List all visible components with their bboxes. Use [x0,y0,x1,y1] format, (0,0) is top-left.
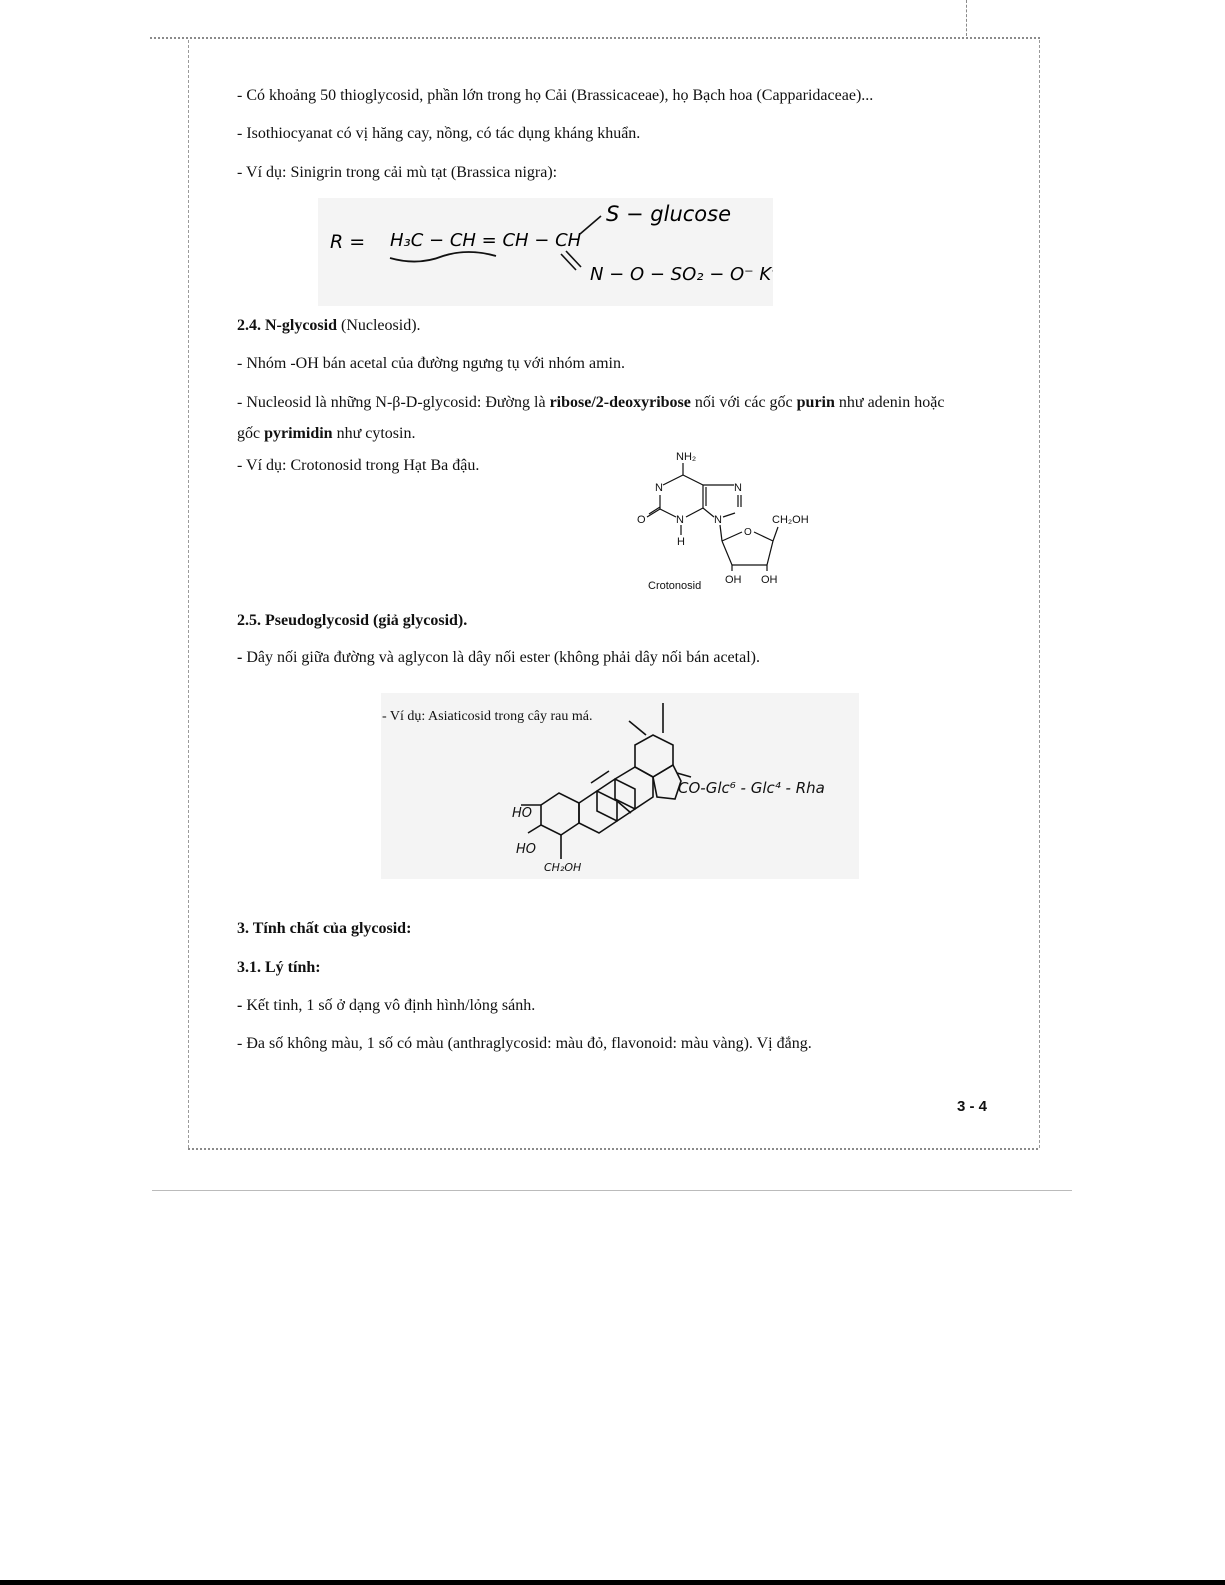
crotonosid-h: H [677,536,685,548]
sinigrin-chain: H₃C − CH = CH − CH [390,230,582,251]
heading-pseudoglycosid: 2.5. Pseudoglycosid (giả glycosid). [237,612,468,629]
line-crystal [237,996,535,1016]
page-bottom-border [188,1148,1038,1150]
crotonosid-n1: N [655,482,663,494]
page-separator [152,1190,1072,1191]
nucleosid-pyrimidin: pyrimidin [264,425,333,442]
crotonosid-ch2oh: CH₂OH [772,514,809,526]
sinigrin-double-bond-2 [566,251,581,267]
crystal-rest: Kết tinh, 1 số ở dạng vô định hình/lỏng sánh. [242,997,536,1014]
crystal-dash: - [237,997,243,1014]
line-sinigrin-example: - Ví dụ: Sinigrin trong cải mù tạt (Brassica nigra): [237,164,558,181]
sinigrin-underline [390,252,496,262]
crotonosid-structure [630,445,830,595]
nucleosid-part-c: nối với các gốc [690,394,797,411]
sinigrin-double-bond-1 [561,254,576,270]
asiaticosid-structure-svg [381,693,859,879]
ester-rest: Dây nối giữa đường và aglycon là dây nối ester (không phải dây nối bán acetal). [242,649,760,666]
crotonosid-n2: N [734,482,742,494]
nucleosid-purin: purin [796,394,835,411]
crotonosid-caption: Crotonosid [648,580,702,592]
asiaticosid-ho1: HO [512,806,533,821]
asiaticosid-ho2: HO [516,842,537,857]
crotonosid-o: O [637,514,646,526]
crotonosid-oh2: OH [761,574,778,586]
sinigrin-r: R = [330,231,366,253]
asiaticosid-ch2oh: CH₂OH [544,861,582,874]
page-number: 3 - 4 [957,1098,988,1115]
heading-n-glycosid-rest: (Nucleosid). [337,317,421,334]
crotonosid-n4: N [714,514,722,526]
heading-n-glycosid [237,316,421,336]
ester-dash: - [237,649,243,666]
nucleosid-ribose: ribose/2-deoxyribose [549,394,691,411]
line-crotonosid-example: - Ví dụ: Crotonosid trong Hạt Ba đậu. [237,457,480,474]
page-top-border [150,37,1040,39]
nucleosid-part-g: như cytosin. [332,425,416,442]
bottom-bar [0,1580,1225,1585]
line-ester-bond [237,648,760,668]
heading-n-glycosid-bold: 2.4. N-glycosid [237,317,337,334]
crotonosid-n3: N [676,514,684,526]
sinigrin-bottom-group: N − O − SO₂ − O⁻ K⁺ [590,264,773,285]
line-thioglycosid-count: - Có khoảng 50 thioglycosid, phần lớn trong họ Cải (Brassicaceae), họ Bạch hoa (Capparidaceae)... [237,87,874,104]
line-oh-acetal: - Nhóm -OH bán acetal của đường ngưng tụ với nhóm amin. [237,355,625,372]
asiaticosid-structure-image [381,693,859,879]
sinigrin-bond-up [580,216,601,234]
line-color-taste: - Đa số không màu, 1 số có màu (anthraglycosid: màu đỏ, flavonoid: màu vàng). Vị đắng. [237,1035,812,1052]
sinigrin-top-group: S − glucose [606,202,732,226]
heading-physical: 3.1. Lý tính: [237,959,321,976]
line-isothiocyanat: - Isothiocyanat có vị hăng cay, nồng, có tác dụng kháng khuẩn. [237,125,641,142]
crotonosid-nh2: NH₂ [676,451,697,463]
asiaticosid-chain: CO-Glc⁶ - Glc⁴ - Rha [678,779,825,797]
line-nucleosid [237,387,957,449]
nucleosid-part-a: - Nucleosid là những N-β-D-glycosid: Đường là [237,394,550,411]
heading-properties: 3. Tính chất của glycosid: [237,920,412,937]
crotonosid-oh1: OH [725,574,742,586]
sinigrin-structure-image [318,198,773,306]
nucleosid-part-e: như adenin hoặc gốc [237,394,945,442]
crotonosid-ring-o: O [744,527,752,538]
corner-mark [966,0,967,36]
sinigrin-structure-svg [318,198,773,306]
asiaticosid-caption: - Ví dụ: Asiaticosid trong cây rau má. [382,709,593,724]
